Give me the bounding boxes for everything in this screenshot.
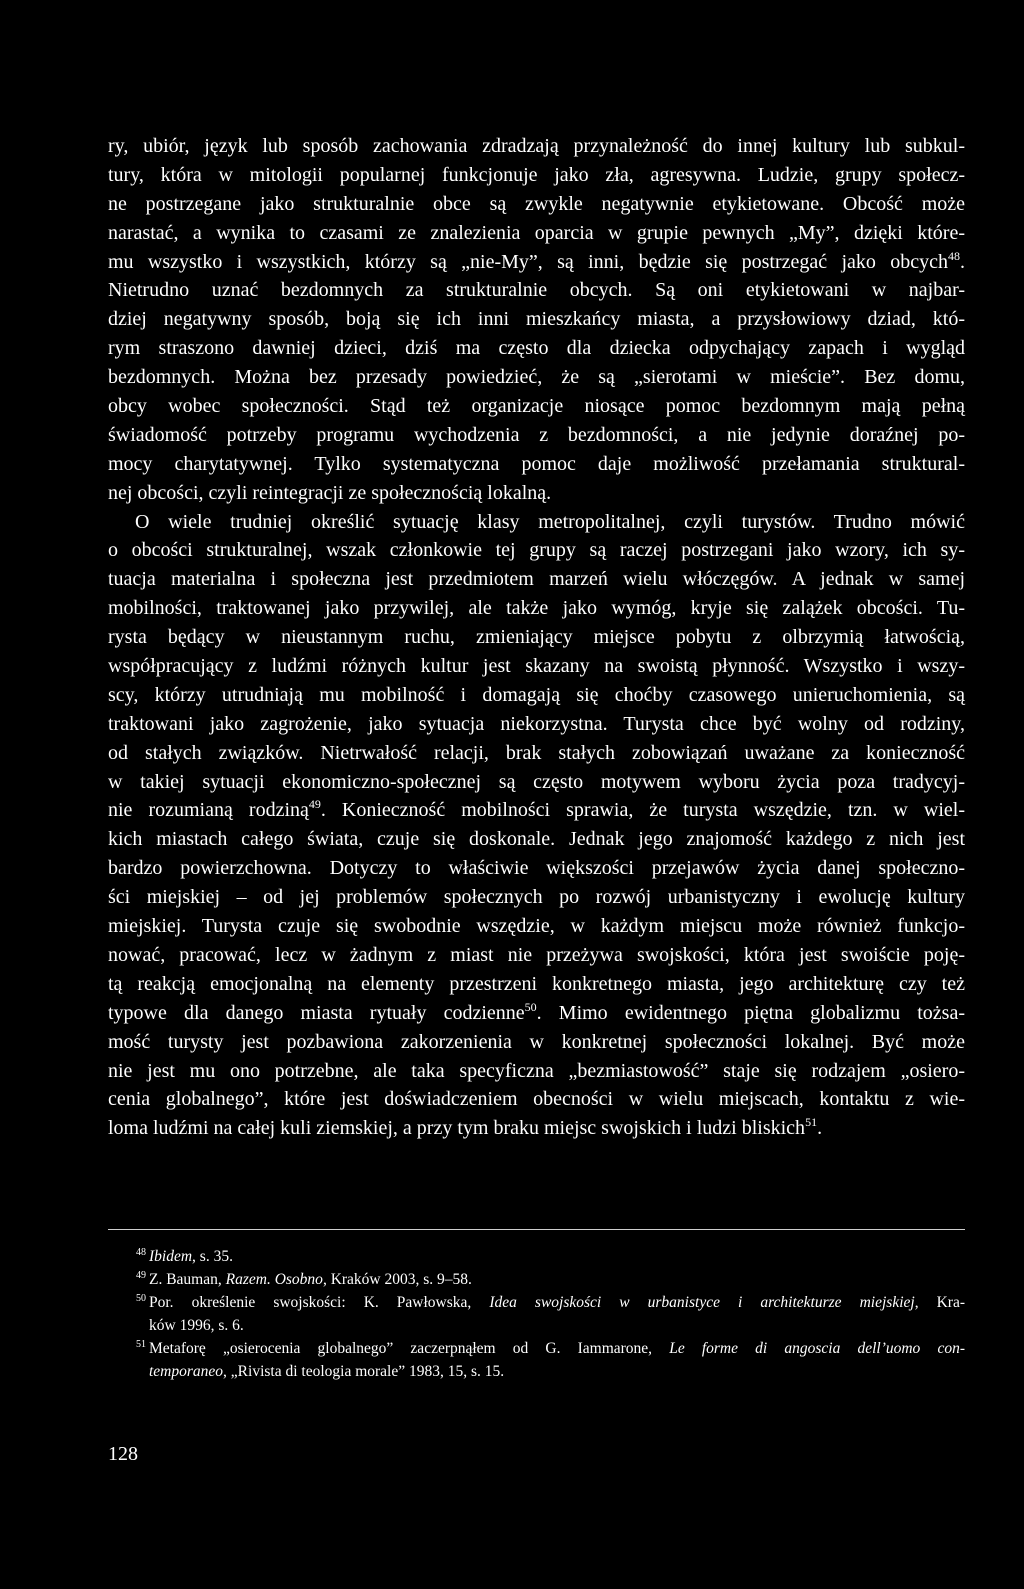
text-line bbox=[108, 132, 965, 161]
footnote-title: Razem. Osobno bbox=[225, 1271, 323, 1288]
text-line bbox=[108, 1028, 965, 1057]
text-line-content: rym straszono dawniej dzieci, dziś ma często dla dziecka odpychający zapach i wygląd bbox=[108, 337, 965, 360]
text-line-content: mość turysty jest pozbawiona zakorzenienia w konkretnej społeczności lokalnej. Być może bbox=[108, 1030, 965, 1053]
footnote-number: 50 bbox=[136, 1293, 146, 1304]
text-line-content: traktowani jako zagrożenie, jako sytuacja niekorzystna. Turysta chce być wolny od rodziny, bbox=[108, 712, 965, 735]
text-line-content: w takiej sytuacji ekonomiczno-społecznej są często motywem wyboru życia poza tradycyj- bbox=[108, 770, 965, 793]
text-line bbox=[108, 883, 965, 912]
text-line-tail: . Konieczność mobilności sprawia, że turysta wszędzie, tzn. w wiel- bbox=[320, 799, 965, 822]
footnote-title: Le forme di angoscia dell’uomo con- bbox=[669, 1340, 965, 1357]
footnote-reference: 50 bbox=[524, 999, 537, 1014]
text-line bbox=[108, 363, 965, 392]
text-line-content: miejskiej. Turysta czuje się swobodnie wszędzie, w każdym miejscu może również funkcjo- bbox=[108, 915, 965, 938]
text-line-content: Nietrudno uznać bezdomnych za strukturalnie obcych. Są oni etykietowani w najbar- bbox=[108, 279, 965, 302]
text-line bbox=[108, 854, 965, 883]
text-line-content: nie rozumianą rodziną bbox=[108, 799, 309, 822]
text-line-content: kich miastach całego świata, czuje się doskonale. Jednak jego znajomość każdego z nich jest bbox=[108, 828, 965, 851]
text-line bbox=[108, 305, 965, 334]
footnote-50-line bbox=[108, 1291, 965, 1314]
text-line-content: bezdomnych. Można bez przesady powiedzieć, że są „sierotami w mieście”. Bez domu, bbox=[108, 366, 965, 389]
footnotes bbox=[108, 1245, 965, 1383]
text-line bbox=[108, 334, 965, 363]
text-line bbox=[108, 1085, 965, 1114]
text-line bbox=[108, 161, 965, 190]
text-line-content: o obcości strukturalnej, wszak członkowie tej grupy są raczej postrzegani jako wzory, ich sy- bbox=[108, 539, 965, 562]
text-line-content: O wiele trudniej określić sytuację klasy metropolitalnej, czyli turystów. Trudno mówić bbox=[135, 510, 965, 533]
footnote-49-line bbox=[108, 1268, 965, 1291]
footnote-text: Metaforę „osierocenia globalnego” zaczerpnąłem od G. Iammarone, bbox=[149, 1340, 670, 1357]
text-line-content: cenia globalnego”, które jest doświadczeniem obecności w wielu miejscach, kontaktu z wie- bbox=[108, 1088, 965, 1111]
footnote-text: , Kraków 2003, s. 9–58. bbox=[322, 1271, 472, 1288]
text-line-content: nej obcości, czyli reintegracji ze społecznością lokalną. bbox=[108, 481, 552, 504]
footnote-title: temporaneo bbox=[149, 1363, 224, 1380]
footnote-text: , s. 35. bbox=[192, 1248, 233, 1265]
text-line-content: świadomość potrzeby programu wychodzenia z bezdomności, a nie jedynie doraźnej po- bbox=[108, 423, 965, 446]
text-line-content: nie jest mu ono potrzebne, ale taka specyficzna „bezmiastowość” staje się rodzajem „osiero- bbox=[108, 1059, 965, 1082]
body-text bbox=[108, 132, 965, 1143]
text-line-content: obcy wobec społeczności. Stąd też organizacje niosące pomoc bezdomnym mają pełną bbox=[108, 395, 965, 418]
text-line-content: od stałych związków. Nietrwałość relacji, brak stałych zobowiązań uważane za konieczność bbox=[108, 741, 965, 764]
text-line bbox=[108, 652, 965, 681]
footnote-number: 48 bbox=[136, 1247, 146, 1258]
footnote-text: Por. określenie swojskości: K. Pawłowska, bbox=[149, 1294, 490, 1311]
text-line bbox=[108, 970, 965, 999]
text-line bbox=[108, 450, 965, 479]
text-line-content: tury, która w mitologii popularnej funkcjonuje jako zła, agresywna. Ludzie, grupy społecz- bbox=[108, 163, 965, 186]
text-line-content: scy, którzy utrudniają mu mobilność i domagają się choćby czasowego unieruchomienia, są bbox=[108, 683, 965, 706]
text-line-content: tą reakcją emocjonalną na elementy przestrzeni konkretnego miasta, jego architekturę czy też bbox=[108, 972, 965, 995]
text-line-content: typowe dla danego miasta rytuały codzienne bbox=[108, 1001, 525, 1024]
footnote-51-line bbox=[108, 1360, 965, 1383]
footnote-reference: 51 bbox=[805, 1115, 818, 1130]
text-line-tail: . bbox=[960, 250, 965, 273]
text-line-content: tuacja materialna i społeczna jest przedmiotem marzeń wielu włóczęgów. A jednak w samej bbox=[108, 568, 965, 591]
footnote-title: Ibidem bbox=[149, 1248, 193, 1265]
text-line bbox=[108, 710, 965, 739]
text-line-content: mobilności, traktowanej jako przywilej, ale także jako wymóg, kryje się zalążek obcości. Tu- bbox=[108, 597, 965, 620]
footnote-text: , Kra- bbox=[914, 1294, 965, 1311]
text-line bbox=[108, 681, 965, 710]
text-line bbox=[108, 1114, 965, 1143]
text-line-content: ry, ubiór, język lub sposób zachowania zdradzają przynależność do innej kultury lub subkul- bbox=[108, 135, 965, 157]
footnote-50-line bbox=[108, 1314, 965, 1337]
text-line bbox=[108, 768, 965, 797]
text-line bbox=[108, 594, 965, 623]
text-line-content: loma ludźmi na całej kuli ziemskiej, a przy tym braku miejsc swojskich i ludzi bliskich bbox=[108, 1117, 806, 1140]
text-line bbox=[108, 623, 965, 652]
text-line bbox=[108, 941, 965, 970]
text-line-content: współpracujący z ludźmi różnych kultur jest skazany na swoistą płynność. Wszystko i wszy- bbox=[108, 655, 965, 678]
text-line bbox=[108, 421, 965, 450]
text-line-content: mocy charytatywnej. Tylko systematyczna pomoc daje możliwość przełamania struktural- bbox=[108, 452, 965, 475]
text-line bbox=[108, 739, 965, 768]
footnote-reference: 48 bbox=[948, 248, 960, 263]
footnote-number: 51 bbox=[136, 1339, 146, 1350]
page-body bbox=[108, 132, 965, 1143]
text-line bbox=[108, 796, 965, 825]
footnote-separator bbox=[108, 1229, 965, 1230]
text-line-tail: . Mimo ewidentnego piętna globalizmu tożsa- bbox=[536, 1001, 965, 1024]
text-line bbox=[108, 508, 965, 537]
text-line-content: narastać, a wynika to czasami ze znalezienia oparcia w grupie pewnych „My”, dzięki które- bbox=[108, 221, 965, 244]
text-line-content: ne postrzegane jako strukturalnie obce są zwykle negatywnie etykietowane. Obcość może bbox=[108, 192, 965, 215]
text-line bbox=[108, 219, 965, 248]
footnote-text: Z. Bauman, bbox=[149, 1271, 226, 1288]
text-line-content: nować, pracować, lecz w żadnym z miast nie przeżywa swojskości, która jest swoiście poję- bbox=[108, 943, 965, 966]
text-line bbox=[108, 912, 965, 941]
text-line-content: rysta będący w nieustannym ruchu, zmieniający miejsce pobytu z olbrzymią łatwością, bbox=[108, 626, 965, 649]
text-line bbox=[108, 565, 965, 594]
text-line bbox=[108, 392, 965, 421]
text-line-tail: . bbox=[817, 1117, 823, 1140]
footnote-48-line bbox=[108, 1245, 965, 1268]
page-number: 128 bbox=[108, 1443, 138, 1465]
footnote-title: Idea swojskości w urbanistyce i architekturze miejskiej bbox=[489, 1294, 915, 1311]
text-line bbox=[108, 248, 965, 277]
footnote-text: , „Rivista di teologia morale” 1983, 15, s. 15. bbox=[223, 1363, 505, 1380]
text-line bbox=[108, 825, 965, 854]
text-line bbox=[108, 1057, 965, 1086]
text-line-content: mu wszystko i wszystkich, którzy są „nie-My”, są inni, będzie się postrzegać jako obcych bbox=[108, 250, 948, 273]
text-line bbox=[108, 190, 965, 219]
text-line-content: dziej negatywny sposób, boją się ich inni mieszkańcy miasta, a przysłowiowy dziad, któ- bbox=[108, 308, 965, 331]
text-line bbox=[108, 479, 965, 508]
footnote-number: 49 bbox=[136, 1270, 146, 1281]
text-line-content: bardzo powierzchowna. Dotyczy to właściwie większości przejawów życia danej społeczno- bbox=[108, 857, 965, 880]
text-line bbox=[108, 999, 965, 1028]
footnote-51-line bbox=[108, 1337, 965, 1360]
text-line-content: ści miejskiej – od jej problemów społecznych po rozwój urbanistyczny i ewolucję kultury bbox=[108, 886, 965, 909]
text-line bbox=[108, 536, 965, 565]
text-line bbox=[108, 276, 965, 305]
footnote-text: ków 1996, s. 6. bbox=[149, 1317, 244, 1334]
footnote-reference: 49 bbox=[308, 797, 321, 812]
